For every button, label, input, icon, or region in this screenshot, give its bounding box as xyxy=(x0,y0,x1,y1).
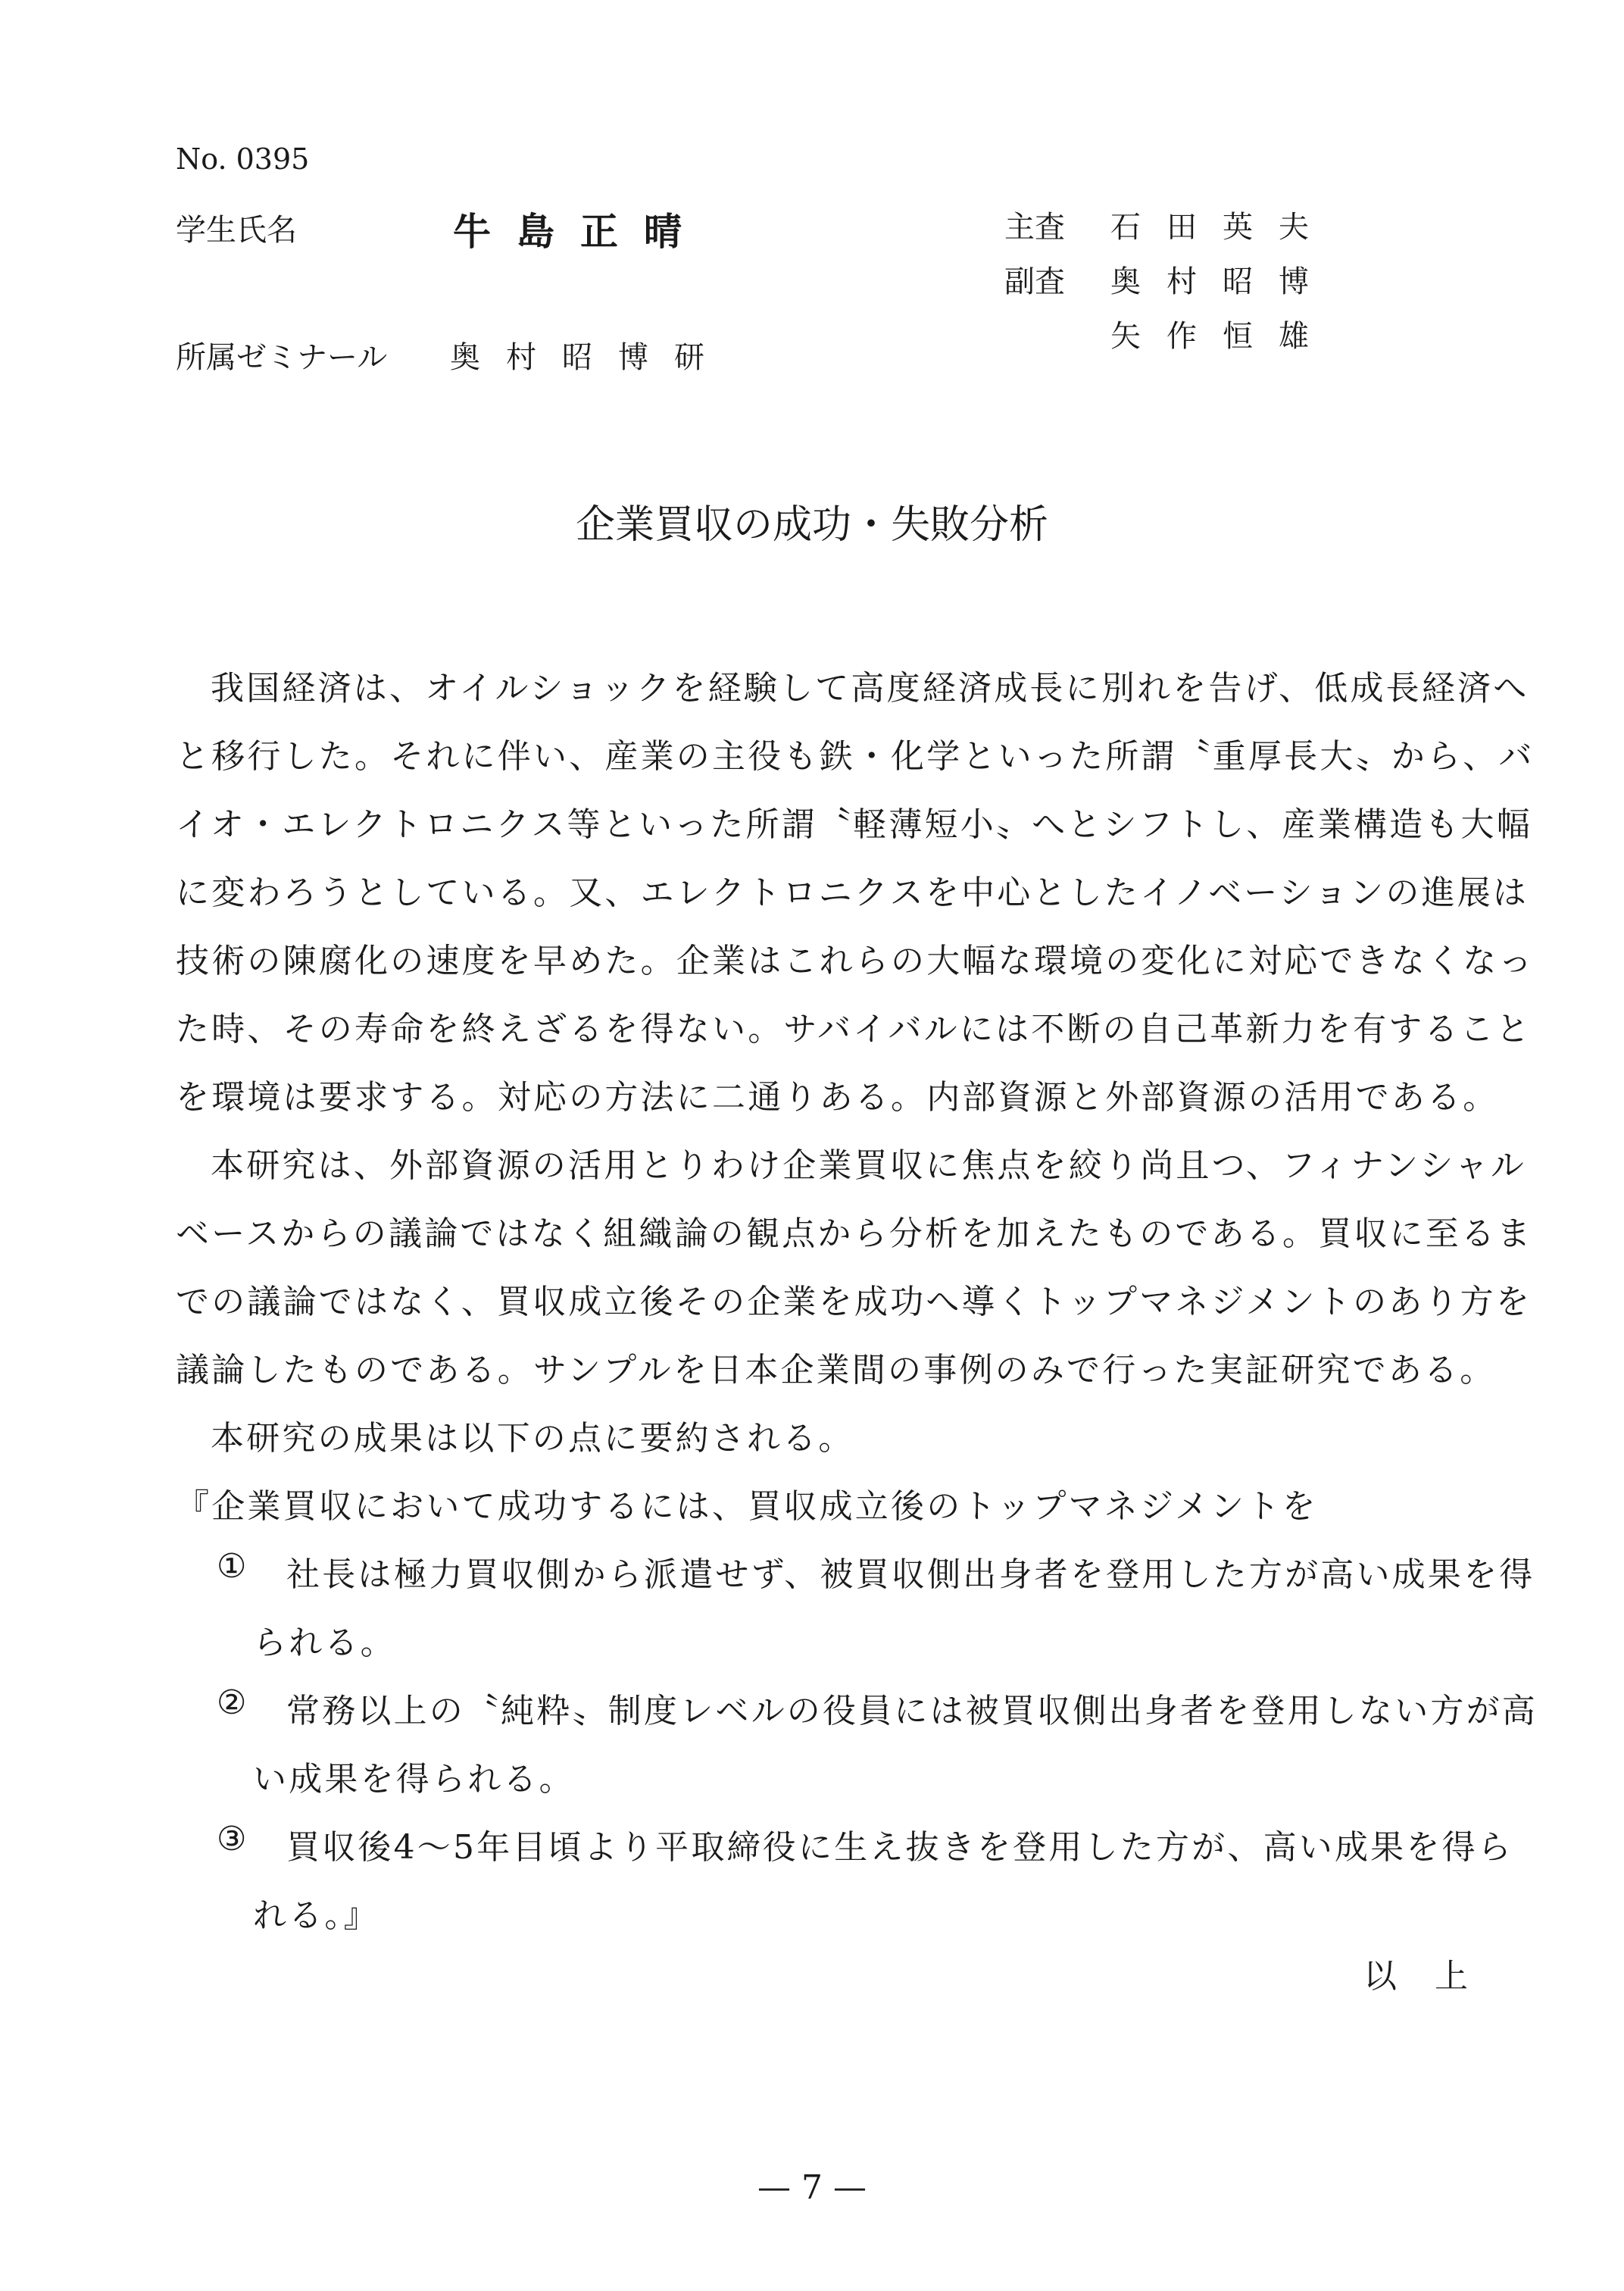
finding-marker: ② xyxy=(217,1683,247,1722)
finding-text: 社長は極力買収側から派遣せず、被買収側出身者を登用した方が高い成果を得 xyxy=(286,1555,1535,1594)
body-line: に変わろうとしている。又、エレクトロニクスを中心としたイノベーションの進展は xyxy=(176,874,1529,912)
page-number: — 7 — xyxy=(757,2168,867,2207)
seminar-label: 所属ゼミナール xyxy=(176,340,388,375)
body-line: た時、その寿命を終えざるを得ない。サバイバルには不断の自己革新力を有すること xyxy=(176,1010,1532,1049)
body-line: 技術の陳腐化の速度を早めた。企業はこれらの大幅な環境の変化に対応できなくなっ xyxy=(176,942,1535,980)
closing-mark: 以上 xyxy=(1363,1957,1506,1996)
chief-examiner-name: 石田英夫 xyxy=(1110,210,1335,245)
body-line: ベースからの議論ではなく組織論の観点から分析を加えたものである。買収に至るま xyxy=(176,1214,1533,1253)
finding-text: 買収後4～5年目頃より平取締役に生え抜きを登用した方が、高い成果を得ら xyxy=(286,1828,1513,1867)
seminar-name: 奥村昭博研 xyxy=(450,340,730,375)
body-line: 本研究は、外部資源の活用とりわけ企業買収に焦点を絞り尚且つ、フィナンシャル xyxy=(211,1146,1526,1185)
chief-examiner-label: 主査 xyxy=(1004,210,1065,245)
vice-examiner-name: 矢作恒雄 xyxy=(1110,319,1335,354)
paper-title: 企業買収の成功・失敗分析 xyxy=(575,502,1048,548)
finding-text: い成果を得られる。 xyxy=(253,1760,575,1799)
finding-marker: ③ xyxy=(217,1820,247,1858)
body-line: と移行した。それに伴い、産業の主役も鉄・化学といった所謂〝重厚長大〟から、バ xyxy=(176,737,1535,776)
body-line: を環境は要求する。対応の方法に二通りある。内部資源と外部資源の活用である。 xyxy=(176,1078,1499,1117)
body-line: 我国経済は、オイルショックを経験して高度経済成長に別れを告げ、低成長経済へ xyxy=(211,669,1529,708)
document-number: No. 0395 xyxy=(176,142,310,176)
vice-examiner-label: 副査 xyxy=(1004,264,1065,299)
body-line: での議論ではなく、買収成立後その企業を成功へ導くトップマネジメントのあり方を xyxy=(176,1283,1532,1321)
vice-examiner-name: 奥村昭博 xyxy=(1110,264,1335,299)
finding-text: れる。』 xyxy=(253,1896,379,1935)
body-line: 『企業買収において成功するには、買収成立後のトップマネジメントを xyxy=(176,1487,1318,1526)
finding-text: られる。 xyxy=(253,1624,396,1662)
body-line: 本研究の成果は以下の点に要約される。 xyxy=(211,1419,854,1458)
student-label: 学生氏名 xyxy=(176,213,297,248)
finding-marker: ① xyxy=(217,1547,247,1586)
finding-text: 常務以上の〝純粋〟制度レベルの役員には被買収側出身者を登用しない方が高 xyxy=(286,1692,1538,1730)
body-line: 議論したものである。サンプルを日本企業間の事例のみで行った実証研究である。 xyxy=(176,1351,1496,1389)
body-line: イオ・エレクトロニクス等といった所謂〝軽薄短小〟へとシフトし、産業構造も大幅 xyxy=(176,805,1532,844)
student-name: 牛島正晴 xyxy=(453,210,707,254)
